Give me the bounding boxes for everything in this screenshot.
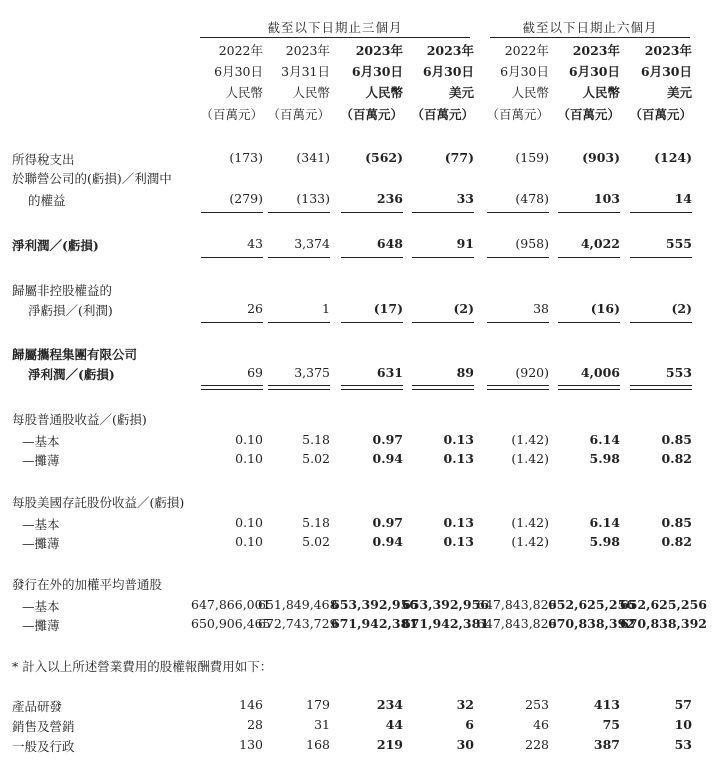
value-cell: 43 xyxy=(247,236,263,251)
value-cell: (2) xyxy=(671,301,692,316)
value-cell: 0.85 xyxy=(661,515,692,530)
value-cell: 0.85 xyxy=(661,432,692,447)
value-cell: 228 xyxy=(525,737,549,752)
value-cell: 387 xyxy=(593,737,620,752)
column-header-unit: （百萬元） xyxy=(340,107,403,122)
row-label: 所得稅支出 xyxy=(12,152,75,167)
subtotal-line xyxy=(487,212,549,213)
subtotal-line xyxy=(558,322,620,323)
value-cell: 0.97 xyxy=(372,515,403,530)
value-cell: (1.42) xyxy=(511,534,549,549)
column-header-date: 6月30日 xyxy=(640,64,692,79)
value-cell: (562) xyxy=(365,150,403,165)
value-cell: (2) xyxy=(453,301,474,316)
double-underline-bottom xyxy=(558,389,620,390)
subtotal-line xyxy=(268,322,330,323)
double-underline-top xyxy=(412,385,474,386)
value-cell: (77) xyxy=(444,150,474,165)
value-cell: 46 xyxy=(533,717,549,732)
subtotal-line xyxy=(201,257,263,258)
value-cell: 57 xyxy=(674,697,692,712)
value-cell: 5.98 xyxy=(589,534,620,549)
value-cell: 0.13 xyxy=(443,451,474,466)
column-header-unit: （百萬元） xyxy=(267,107,330,122)
double-underline-top xyxy=(201,385,263,386)
value-cell: (133) xyxy=(296,191,330,206)
value-cell: (16) xyxy=(590,301,620,316)
value-cell: 3,375 xyxy=(294,365,330,380)
value-cell: 652,625,256 xyxy=(620,597,707,612)
row-label: —基本 xyxy=(22,434,60,449)
column-header-date: 3月31日 xyxy=(281,64,330,79)
column-header-currency: 人民幣 xyxy=(511,85,549,100)
column-header-unit: （百萬元） xyxy=(557,107,620,122)
subtotal-line xyxy=(341,322,403,323)
group-header-six-months: 截至以下日期止六個月 xyxy=(522,20,658,35)
subtotal-line xyxy=(268,257,330,258)
value-cell: 146 xyxy=(239,697,263,712)
value-cell: 5.02 xyxy=(302,534,330,549)
row-label: —攤薄 xyxy=(22,618,60,633)
value-cell: 652,625,256 xyxy=(548,597,635,612)
value-cell: 653,392,956 xyxy=(331,597,418,612)
value-cell: 253 xyxy=(525,697,549,712)
value-cell: 671,942,381 xyxy=(331,616,418,631)
value-cell: 234 xyxy=(376,697,403,712)
row-label: —攤薄 xyxy=(22,453,60,468)
row-label: 於聯營公司的(虧損)／利潤中 xyxy=(12,171,172,186)
column-header-unit: （百萬元） xyxy=(486,107,549,122)
value-cell: 30 xyxy=(456,737,474,752)
value-cell: 670,838,392 xyxy=(620,616,707,631)
subtotal-line xyxy=(630,212,692,213)
column-header-currency: 人民幣 xyxy=(365,85,403,100)
group-header-underline xyxy=(490,37,690,38)
double-underline-top xyxy=(487,385,549,386)
value-cell: (478) xyxy=(515,191,549,206)
value-cell: 236 xyxy=(376,191,403,206)
value-cell: 651,849,468 xyxy=(258,597,338,612)
column-header-unit: （百萬元） xyxy=(629,107,692,122)
value-cell: 28 xyxy=(247,717,263,732)
value-cell: 53 xyxy=(674,737,692,752)
section-title: 每股美國存託股份收益／(虧損) xyxy=(12,495,185,510)
subtotal-line xyxy=(558,212,620,213)
value-cell: 33 xyxy=(456,191,474,206)
value-cell: 413 xyxy=(593,697,620,712)
value-cell: 69 xyxy=(247,365,263,380)
value-cell: 0.82 xyxy=(661,534,692,549)
footnote: * 計入以上所述營業費用的股權報酬費用如下： xyxy=(12,659,273,674)
value-cell: 75 xyxy=(602,717,620,732)
value-cell: (173) xyxy=(229,150,263,165)
column-header-currency: 美元 xyxy=(666,85,692,100)
value-cell: 555 xyxy=(665,236,692,251)
section-title: 每股普通股收益／(虧損) xyxy=(12,412,147,427)
row-label: 淨利潤／(虧損) xyxy=(28,367,115,382)
column-header-year: 2023年 xyxy=(285,43,330,58)
value-cell: (124) xyxy=(654,150,692,165)
column-header-year: 2023年 xyxy=(355,43,403,58)
value-cell: 5.18 xyxy=(302,515,330,530)
subtotal-line xyxy=(412,322,474,323)
subtotal-line xyxy=(630,322,692,323)
value-cell: 0.82 xyxy=(661,451,692,466)
value-cell: 168 xyxy=(306,737,330,752)
value-cell: 5.02 xyxy=(302,451,330,466)
value-cell: 0.94 xyxy=(372,451,403,466)
value-cell: 0.13 xyxy=(443,432,474,447)
value-cell: 10 xyxy=(674,717,692,732)
column-header-year: 2023年 xyxy=(426,43,474,58)
double-underline-top xyxy=(558,385,620,386)
column-header-currency: 美元 xyxy=(448,85,474,100)
value-cell: 5.18 xyxy=(302,432,330,447)
column-header-date: 6月30日 xyxy=(351,64,403,79)
value-cell: (903) xyxy=(582,150,620,165)
subtotal-line xyxy=(412,212,474,213)
row-label: 歸屬攜程集團有限公司 xyxy=(12,347,138,362)
value-cell: (279) xyxy=(229,191,263,206)
value-cell: 647,843,829 xyxy=(477,597,557,612)
value-cell: 32 xyxy=(456,697,474,712)
column-header-date: 6月30日 xyxy=(422,64,474,79)
double-underline-top xyxy=(630,385,692,386)
double-underline-bottom xyxy=(487,389,549,390)
subtotal-line xyxy=(630,257,692,258)
column-header-currency: 人民幣 xyxy=(582,85,620,100)
subtotal-line xyxy=(201,212,263,213)
subtotal-line xyxy=(201,322,263,323)
row-label: 產品研發 xyxy=(12,699,63,714)
value-cell: 0.13 xyxy=(443,515,474,530)
column-header-unit: （百萬元） xyxy=(200,107,263,122)
group-header-underline xyxy=(200,37,470,38)
row-label: 一般及行政 xyxy=(12,739,75,754)
column-header-currency: 人民幣 xyxy=(225,85,263,100)
column-header-date: 6月30日 xyxy=(500,64,549,79)
value-cell: 647,843,829 xyxy=(477,616,557,631)
value-cell: 14 xyxy=(674,191,692,206)
value-cell: 653,392,956 xyxy=(402,597,489,612)
value-cell: 670,838,392 xyxy=(548,616,635,631)
column-header-date: 6月30日 xyxy=(568,64,620,79)
row-label: 淨虧損／(利潤) xyxy=(28,303,113,318)
row-label: 歸屬非控股權益的 xyxy=(12,283,113,298)
value-cell: 553 xyxy=(665,365,692,380)
subtotal-line xyxy=(268,212,330,213)
value-cell: 648 xyxy=(376,236,403,251)
column-header-date: 6月30日 xyxy=(214,64,263,79)
row-label: —攤薄 xyxy=(22,536,60,551)
value-cell: 0.10 xyxy=(235,534,263,549)
value-cell: 91 xyxy=(456,236,474,251)
value-cell: 219 xyxy=(376,737,403,752)
group-header-three-months: 截至以下日期止三個月 xyxy=(267,20,403,35)
value-cell: (17) xyxy=(373,301,403,316)
row-label: 的權益 xyxy=(28,193,66,208)
value-cell: 31 xyxy=(314,717,330,732)
value-cell: (920) xyxy=(515,365,549,380)
value-cell: (958) xyxy=(515,236,549,251)
value-cell: (159) xyxy=(515,150,549,165)
double-underline-bottom xyxy=(268,389,330,390)
double-underline-bottom xyxy=(201,389,263,390)
double-underline-bottom xyxy=(341,389,403,390)
value-cell: 672,743,729 xyxy=(258,616,338,631)
value-cell: 647,866,001 xyxy=(191,597,271,612)
double-underline-top xyxy=(341,385,403,386)
column-header-year: 2022年 xyxy=(218,43,263,58)
value-cell: 1 xyxy=(322,301,330,316)
value-cell: (1.42) xyxy=(511,432,549,447)
subtotal-line xyxy=(341,212,403,213)
row-label: —基本 xyxy=(22,517,60,532)
column-header-currency: 人民幣 xyxy=(292,85,330,100)
value-cell: 5.98 xyxy=(589,451,620,466)
row-label: —基本 xyxy=(22,599,60,614)
value-cell: 0.10 xyxy=(235,432,263,447)
value-cell: 89 xyxy=(456,365,474,380)
subtotal-line xyxy=(558,257,620,258)
value-cell: 6.14 xyxy=(589,432,620,447)
section-title: 發行在外的加權平均普通股 xyxy=(12,577,163,592)
value-cell: 0.97 xyxy=(372,432,403,447)
value-cell: 179 xyxy=(306,697,330,712)
value-cell: 26 xyxy=(247,301,263,316)
double-underline-bottom xyxy=(412,389,474,390)
value-cell: (1.42) xyxy=(511,515,549,530)
value-cell: 38 xyxy=(533,301,549,316)
row-label: 銷售及營銷 xyxy=(12,719,75,734)
subtotal-line xyxy=(341,257,403,258)
value-cell: 671,942,381 xyxy=(402,616,489,631)
value-cell: 650,906,465 xyxy=(191,616,271,631)
subtotal-line xyxy=(487,322,549,323)
double-underline-top xyxy=(268,385,330,386)
value-cell: (341) xyxy=(296,150,330,165)
value-cell: 0.10 xyxy=(235,515,263,530)
value-cell: 103 xyxy=(593,191,620,206)
value-cell: 44 xyxy=(385,717,403,732)
column-header-year: 2022年 xyxy=(504,43,549,58)
value-cell: 6.14 xyxy=(589,515,620,530)
value-cell: 0.13 xyxy=(443,534,474,549)
value-cell: (1.42) xyxy=(511,451,549,466)
row-label: 淨利潤／(虧損) xyxy=(12,238,99,253)
column-header-unit: （百萬元） xyxy=(411,107,474,122)
value-cell: 3,374 xyxy=(294,236,330,251)
double-underline-bottom xyxy=(630,389,692,390)
value-cell: 631 xyxy=(376,365,403,380)
value-cell: 4,006 xyxy=(580,365,620,380)
value-cell: 130 xyxy=(239,737,263,752)
value-cell: 0.94 xyxy=(372,534,403,549)
value-cell: 0.10 xyxy=(235,451,263,466)
column-header-year: 2023年 xyxy=(572,43,620,58)
column-header-year: 2023年 xyxy=(644,43,692,58)
value-cell: 6 xyxy=(465,717,474,732)
subtotal-line xyxy=(412,257,474,258)
value-cell: 4,022 xyxy=(580,236,620,251)
subtotal-line xyxy=(487,257,549,258)
